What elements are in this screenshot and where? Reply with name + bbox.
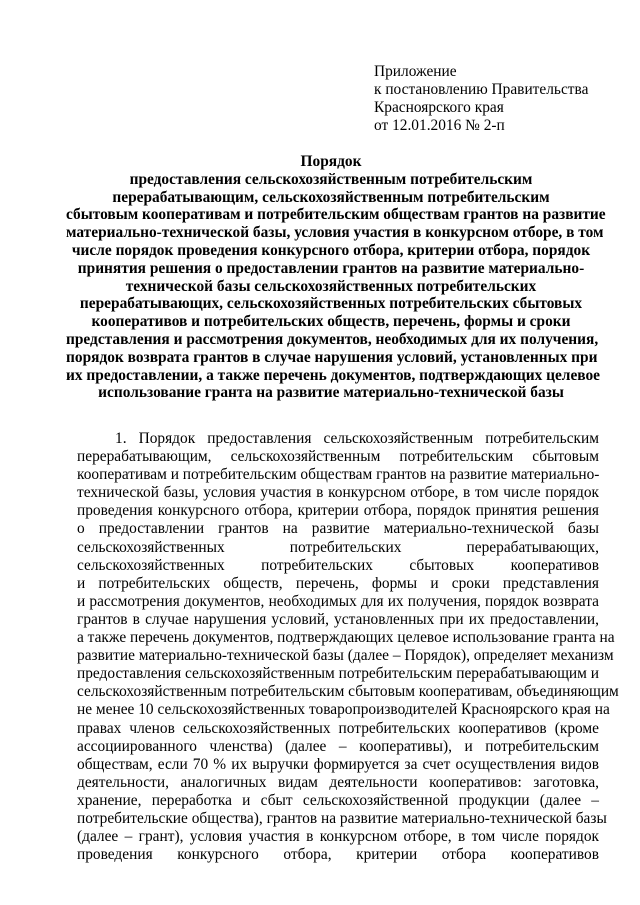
body-line: обществам, если 70 % их выручки формируется за счет осуществления видов [77, 755, 599, 773]
body-line: хранение, переработка и сбыт сельскохозяйственной продукции (далее – [77, 791, 599, 809]
body-line: не менее 10 сельскохозяйственных товаропроизводителей Красноярского края на [77, 701, 610, 719]
body-line: (далее – грант), условия участия в конкурсном отборе, в том числе порядок [77, 828, 599, 846]
body-line: о предоставлении грантов на развитие материально-технической базы [77, 520, 599, 538]
body-line: сельскохозяйственных потребительских перерабатывающих, [77, 538, 599, 556]
document-title-block [66, 153, 606, 402]
title-line: использование гранта на развитие материально-технической базы [98, 384, 564, 402]
body-line: сельскохозяйственных потребительских сбытовых кооперативов [77, 556, 599, 574]
approval-line: Приложение [374, 63, 457, 80]
body-line: развитие материально-технической базы (далее – Порядок), определяет механизм [77, 647, 614, 665]
body-line: а также перечень документов, подтверждающих целевое использование гранта на [77, 629, 615, 647]
body-line: перерабатывающим, сельскохозяйственным потребительским сбытовым [77, 448, 599, 466]
body-line: потребительские общества), грантов на развитие материально-технической базы [77, 809, 607, 827]
approval-line: Красноярского края [374, 99, 504, 116]
body-line: ассоциированного членства) (далее – кооперативы), и потребительским [77, 737, 599, 755]
title-line: сбытовым кооперативам и потребительским обществам грантов на развитие [66, 206, 606, 224]
body-line: и рассмотрения документов, необходимых для их получения, порядок возврата [77, 592, 599, 610]
body-paragraph [77, 430, 619, 864]
body-line: предоставления сельскохозяйственным потребительским перерабатывающим и [77, 665, 599, 683]
title-line: их предоставлении, а также перечень документов, подтверждающих целевое [66, 366, 601, 384]
body-line: правах членов сельскохозяйственных потребительских кооперативов (кроме [77, 719, 599, 737]
title-line: принятия решения о предоставлении грантов на развитие материально- [77, 259, 585, 277]
title-line: кооперативов и потребительских обществ, перечень, формы и сроки [91, 313, 571, 331]
title-line: перерабатывающим, сельскохозяйственным потребительским [112, 188, 550, 206]
body-line: грантов в случае нарушения условий, установленных при их предоставлении, [77, 610, 599, 628]
approval-line: от 12.01.2016 № 2-п [374, 117, 505, 134]
title-line: порядок возврата грантов в случае нарушения условий, установленных при [66, 348, 598, 366]
body-line: и потребительских обществ, перечень, формы и сроки представления [77, 574, 599, 592]
title-line: представления и рассмотрения документов, необходимых для их получения, [66, 330, 599, 348]
document-heading: Порядок [300, 153, 362, 170]
body-line: деятельности, аналогичных видам деятельности кооперативов: заготовка, [77, 773, 599, 791]
body-line: проведения конкурсного отбора, критерии отбора, порядок принятия решения [77, 502, 599, 520]
title-line: материально-технической базы, условия участия в конкурсном отборе, в том [66, 224, 604, 242]
approval-stamp [374, 63, 588, 135]
body-line: кооперативам и потребительским обществам грантов на развитие материально- [77, 466, 600, 484]
title-line: предоставления сельскохозяйственным потребительским [129, 170, 533, 188]
body-line: технической базы, условия участия в конкурсном отборе, в том числе порядок [77, 484, 599, 502]
approval-line: к постановлению Правительства [374, 81, 589, 98]
body-line: сельскохозяйственным потребительским сбытовым кооперативам, объединяющим [77, 683, 619, 701]
body-line: проведения конкурсного отбора, критерии отбора кооперативов [77, 846, 599, 864]
body-line: 1. Порядок предоставления сельскохозяйственным потребительским [115, 430, 599, 447]
title-line: технической базы сельскохозяйственных потребительских [125, 277, 537, 295]
title-line: перерабатывающих, сельскохозяйственных потребительских сбытовых [79, 295, 583, 313]
title-line: числе порядок проведения конкурсного отбора, критерии отбора, порядок [71, 241, 591, 259]
